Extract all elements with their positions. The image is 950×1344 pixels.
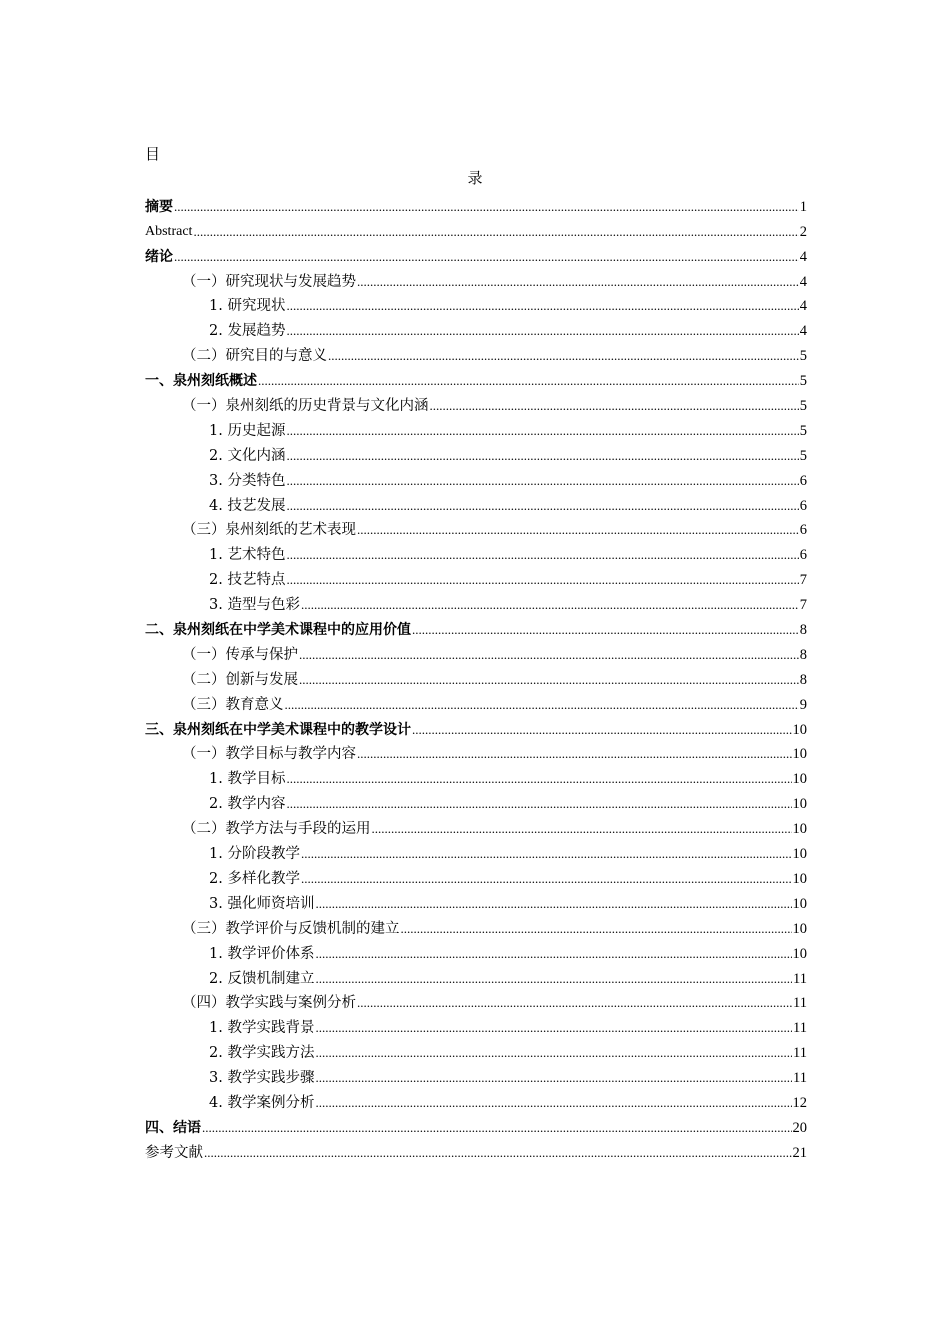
toc-entry-title: 1. 艺术特色 [209,547,286,564]
toc-entry-title: 四、结语 [145,1119,201,1136]
toc-leader-dots [286,545,798,565]
toc-entry[interactable] [145,889,807,914]
toc-entry-page-number: 10 [792,870,807,887]
toc-entry-page-number: 4 [799,298,807,315]
toc-entry[interactable] [145,1088,807,1113]
toc-entry-page-number: 10 [792,771,807,788]
toc-leader-dots [401,919,792,939]
toc-leader-dots [301,595,799,615]
toc-leader-dots [286,496,798,516]
toc-leader-dots [174,247,799,267]
toc-entry[interactable] [145,1013,807,1038]
toc-entry[interactable] [145,267,807,292]
toc-entry-page-number: 6 [799,472,807,489]
toc-entry-page-number: 11 [793,1070,807,1087]
toc-entry-title: 2. 教学实践方法 [209,1045,315,1062]
toc-entry-title: 4. 技艺发展 [209,497,286,514]
toc-leader-dots [315,1068,792,1088]
toc-entry-title: （四）教学实践与案例分析 [182,995,356,1012]
toc-entry-title: 绪论 [145,248,173,265]
toc-entry-title: （二）研究目的与意义 [182,348,327,365]
toc-leader-dots [286,296,798,316]
toc-leader-dots [286,471,798,491]
toc-leader-dots [286,321,798,341]
toc-leader-dots [286,570,798,590]
toc-entry-title: 参考文献 [145,1144,203,1161]
toc-entry-page-number: 7 [799,597,807,614]
toc-entry-page-number: 5 [799,398,807,415]
toc-leader-dots [301,869,792,889]
toc-leader-dots [286,446,798,466]
toc-entry-title: （一）教学目标与教学内容 [182,746,356,763]
toc-leader-dots [315,894,791,914]
toc-entry-page-number: 10 [792,746,807,763]
toc-entry[interactable] [145,516,807,541]
toc-entry-title: 三、泉州刻纸在中学美术课程中的教学设计 [145,721,411,738]
toc-entry[interactable] [145,391,807,416]
toc-leader-dots [286,794,791,814]
toc-entry[interactable] [145,690,807,715]
toc-leader-dots [430,396,799,416]
toc-entry-title: 摘要 [145,198,173,215]
toc-leader-dots [357,272,799,292]
toc-entry-title: 1. 研究现状 [209,298,286,315]
toc-entry-page-number: 10 [792,846,807,863]
toc-entry[interactable] [145,615,807,640]
toc-entry-page-number: 9 [799,696,807,713]
toc-entry-title: 1. 教学实践背景 [209,1020,315,1037]
toc-entry-title: 2. 教学内容 [209,796,286,813]
toc-entry-title: （一）泉州刻纸的历史背景与文化内涵 [182,398,429,415]
toc-entry-page-number: 1 [799,198,807,215]
toc-entry-page-number: 10 [792,721,807,738]
toc-leader-dots [202,1118,792,1138]
toc-entry[interactable] [145,540,807,565]
toc-entry[interactable] [145,217,807,242]
toc-entry-page-number: 11 [793,970,807,987]
toc-leader-dots [412,620,799,640]
toc-entry-page-number: 10 [792,945,807,962]
toc-entry-title: （三）教学评价与反馈机制的建立 [182,920,400,937]
toc-entry-title: 1. 教学目标 [209,771,286,788]
toc-entry[interactable] [145,1038,807,1063]
table-of-contents [145,192,807,1163]
toc-entry-page-number: 10 [792,796,807,813]
toc-leader-dots [301,844,792,864]
toc-entry[interactable] [145,491,807,516]
toc-leader-dots [357,744,792,764]
toc-entry[interactable] [145,914,807,939]
toc-entry-page-number: 5 [799,373,807,390]
toc-entry-title: （一）传承与保护 [182,646,298,663]
toc-entry-title: 2. 发展趋势 [209,323,286,340]
toc-entry-title: （三）泉州刻纸的艺术表现 [182,522,356,539]
toc-entry-page-number: 2 [799,223,807,240]
toc-leader-dots [299,670,799,690]
toc-leader-dots [412,720,792,740]
toc-entry-title: 2. 文化内涵 [209,447,286,464]
toc-entry[interactable] [145,590,807,615]
toc-entry[interactable] [145,964,807,989]
toc-entry-page-number: 8 [799,646,807,663]
toc-entry-page-number: 6 [799,497,807,514]
toc-entry-title: 2. 反馈机制建立 [209,970,315,987]
toc-leader-dots [315,1018,792,1038]
toc-entry[interactable] [145,665,807,690]
toc-entry-title: （三）教育意义 [182,696,284,713]
toc-leader-dots [258,371,799,391]
toc-heading-part2: 录 [467,169,483,187]
toc-entry-title: 1. 历史起源 [209,422,286,439]
toc-entry[interactable] [145,1113,807,1138]
toc-entry-page-number: 5 [799,447,807,464]
toc-entry-page-number: 11 [793,995,807,1012]
toc-leader-dots [315,1093,791,1113]
toc-entry-page-number: 4 [799,273,807,290]
toc-leader-dots [315,1043,792,1063]
toc-entry-page-number: 8 [799,671,807,688]
toc-entry-page-number: 20 [792,1119,807,1136]
toc-entry-page-number: 6 [799,522,807,539]
toc-entry-page-number: 10 [792,895,807,912]
toc-entry-title: 2. 技艺特点 [209,572,286,589]
toc-leader-dots [286,421,798,441]
toc-entry-page-number: 11 [793,1020,807,1037]
toc-entry[interactable] [145,416,807,441]
toc-entry[interactable] [145,989,807,1014]
toc-entry[interactable] [145,814,807,839]
toc-heading-part1: 目 [145,145,161,163]
toc-entry[interactable] [145,466,807,491]
toc-entry-title: 1. 教学评价体系 [209,945,315,962]
toc-entry[interactable] [145,864,807,889]
toc-entry[interactable] [145,939,807,964]
toc-entry-title: （二）教学方法与手段的运用 [182,821,371,838]
toc-entry[interactable] [145,1063,807,1088]
toc-entry[interactable] [145,192,807,217]
toc-entry-page-number: 10 [792,920,807,937]
toc-entry[interactable] [145,565,807,590]
toc-leader-dots [372,819,792,839]
toc-entry-page-number: 12 [792,1094,807,1111]
toc-entry[interactable] [145,341,807,366]
toc-leader-dots [174,197,799,217]
toc-leader-dots [286,769,791,789]
toc-entry-title: 一、泉州刻纸概述 [145,373,257,390]
toc-entry[interactable] [145,839,807,864]
toc-entry-title: 3. 教学实践步骤 [209,1070,315,1087]
toc-leader-dots [315,944,791,964]
toc-entry-title: 2. 多样化教学 [209,870,300,887]
toc-entry[interactable] [145,292,807,317]
toc-entry-page-number: 4 [799,323,807,340]
toc-entry-title: 4. 教学案例分析 [209,1094,315,1111]
toc-entry-page-number: 11 [793,1045,807,1062]
toc-entry[interactable] [145,441,807,466]
toc-entry-title: 3. 造型与色彩 [209,597,300,614]
toc-entry-page-number: 5 [799,422,807,439]
toc-entry-title: （二）创新与发展 [182,671,298,688]
toc-entry-title: Abstract [145,223,193,239]
toc-entry[interactable] [145,366,807,391]
toc-leader-dots [357,993,792,1013]
toc-leader-dots [193,222,798,242]
toc-entry-page-number: 7 [799,572,807,589]
toc-leader-dots [328,346,799,366]
toc-leader-dots [285,695,799,715]
toc-leader-dots [357,520,799,540]
toc-entry-page-number: 6 [799,547,807,564]
toc-entry-title: 3. 分类特色 [209,472,286,489]
toc-entry[interactable] [145,764,807,789]
toc-entry-page-number: 4 [799,248,807,265]
toc-entry-page-number: 10 [792,821,807,838]
toc-entry[interactable] [145,789,807,814]
toc-entry-title: （一）研究现状与发展趋势 [182,273,356,290]
toc-entry-title: 1. 分阶段教学 [209,846,300,863]
toc-entry[interactable] [145,242,807,267]
toc-entry-page-number: 21 [792,1144,807,1161]
toc-leader-dots [299,645,799,665]
toc-entry[interactable] [145,1138,807,1163]
toc-entry-page-number: 5 [799,348,807,365]
toc-leader-dots [315,969,792,989]
toc-entry-title: 3. 强化师资培训 [209,895,315,912]
toc-entry[interactable] [145,715,807,740]
toc-entry[interactable] [145,316,807,341]
toc-entry-page-number: 8 [799,622,807,639]
toc-entry[interactable] [145,640,807,665]
toc-entry-title: 二、泉州刻纸在中学美术课程中的应用价值 [145,622,411,639]
toc-leader-dots [204,1143,792,1163]
toc-entry[interactable] [145,740,807,765]
